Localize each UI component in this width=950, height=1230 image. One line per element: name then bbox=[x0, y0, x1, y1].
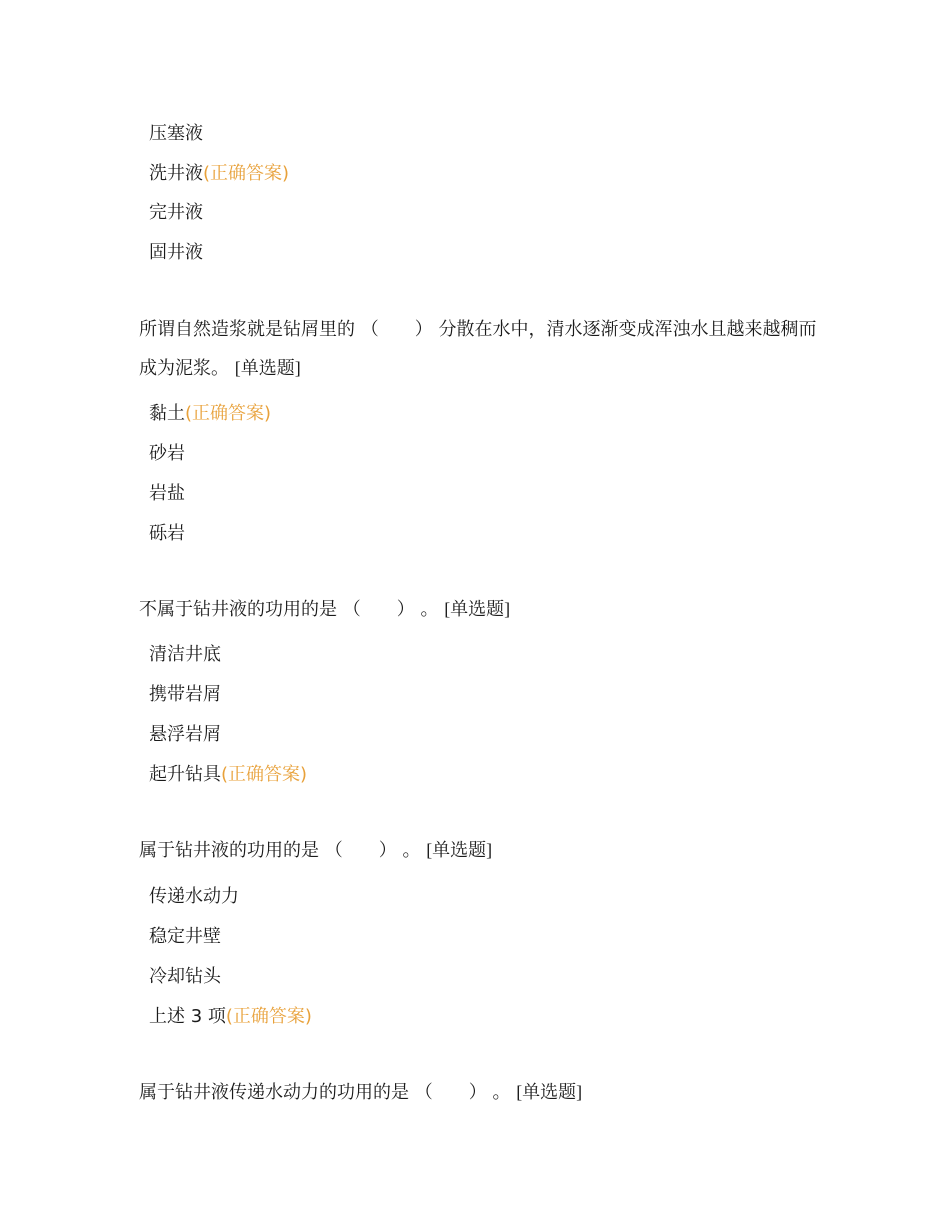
option-text: 携带岩屑 bbox=[149, 684, 221, 705]
option-item bbox=[149, 201, 203, 225]
option-item bbox=[149, 482, 185, 506]
option-text: 固井液 bbox=[149, 242, 203, 263]
option-text: 起升钻具 bbox=[149, 764, 221, 785]
option-item bbox=[149, 241, 203, 265]
option-item bbox=[149, 885, 239, 909]
question-stem: 不属于钻井液的功用的是 （ ） 。 bbox=[139, 599, 439, 620]
question-text bbox=[139, 1073, 829, 1112]
option-item bbox=[149, 402, 271, 426]
correct-answer-label: (正确答案) bbox=[225, 1006, 312, 1027]
option-item bbox=[149, 925, 221, 949]
option-item bbox=[149, 723, 221, 747]
option-item bbox=[149, 1005, 312, 1029]
option-text: 传递水动力 bbox=[149, 886, 239, 907]
option-text: 完井液 bbox=[149, 202, 203, 223]
option-item bbox=[149, 442, 185, 466]
option-text: 上述 3 项 bbox=[149, 1006, 226, 1027]
question-type: [单选题] bbox=[444, 599, 511, 619]
question-type: [单选题] bbox=[234, 358, 301, 378]
option-item bbox=[149, 965, 221, 989]
option-item bbox=[149, 763, 307, 787]
option-text: 冷却钻头 bbox=[149, 966, 221, 987]
question-stem: 属于钻井液传递水动力的功用的是 （ ） 。 bbox=[139, 1082, 511, 1103]
question-type: [单选题] bbox=[426, 840, 493, 860]
option-text: 砾岩 bbox=[149, 523, 185, 544]
question-stem: 属于钻井液的功用的是 （ ） 。 bbox=[139, 840, 421, 861]
option-text: 悬浮岩屑 bbox=[149, 724, 221, 745]
question-text bbox=[139, 310, 829, 388]
option-text: 压塞液 bbox=[149, 123, 203, 144]
option-item bbox=[149, 162, 289, 186]
option-text: 清洁井底 bbox=[149, 644, 221, 665]
option-text: 洗井液 bbox=[149, 163, 203, 184]
option-item bbox=[149, 643, 221, 667]
question-text bbox=[139, 590, 829, 629]
option-item bbox=[149, 122, 203, 146]
correct-answer-label: (正确答案) bbox=[221, 764, 308, 785]
option-text: 黏土 bbox=[149, 403, 185, 424]
option-text: 稳定井壁 bbox=[149, 926, 221, 947]
option-text: 岩盐 bbox=[149, 483, 185, 504]
option-item bbox=[149, 522, 185, 546]
correct-answer-label: (正确答案) bbox=[185, 403, 272, 424]
question-stem: 所谓自然造浆就是钻屑里的 （ ） 分散在水中，清水逐渐变成浑浊水且越来越稠而成为泥浆。 bbox=[139, 319, 817, 379]
question-text bbox=[139, 831, 829, 870]
question-type: [单选题] bbox=[516, 1082, 583, 1102]
option-item bbox=[149, 683, 221, 707]
correct-answer-label: (正确答案) bbox=[203, 163, 290, 184]
option-text: 砂岩 bbox=[149, 443, 185, 464]
